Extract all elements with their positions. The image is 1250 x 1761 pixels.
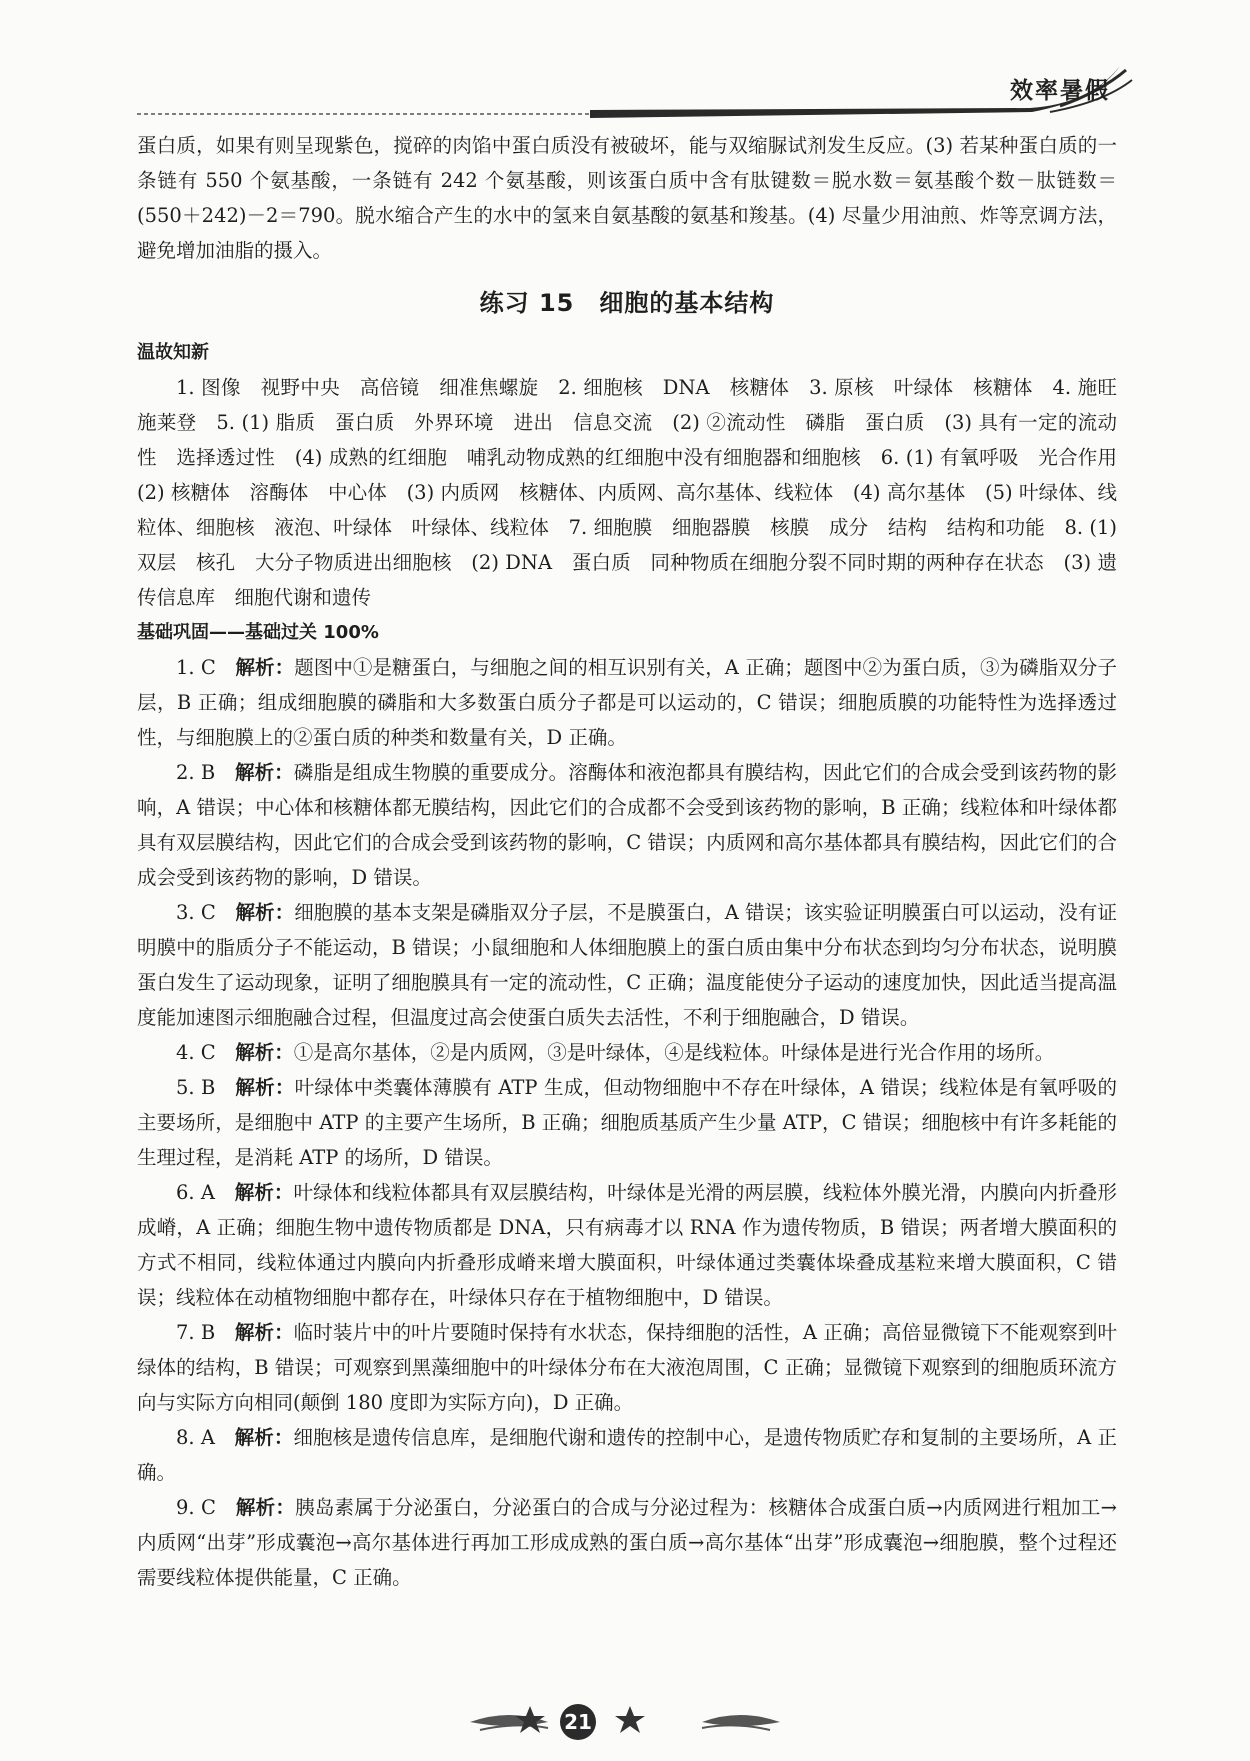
answer-choice: 7. B [176,1321,216,1344]
exercise-title: 练习 15 细胞的基本结构 [479,289,775,317]
page-footer [0,1700,1250,1757]
analysis-text: ①是高尔基体，②是内质网，③是叶绿体，④是线粒体。叶绿体是进行光合作用的场所。 [293,1041,1055,1064]
answer-choice: 9. C [176,1496,216,1519]
basics-heading: 基础巩固——基础过关 100% [137,622,379,643]
answer-choice: 1. C [176,656,216,679]
page-content [137,128,1137,1595]
analysis-label: 解析： [235,656,295,679]
page-number: 21 [560,1704,596,1740]
page-header [0,0,1250,130]
answer-choice: 2. B [176,761,216,784]
answer-item [137,1035,1117,1070]
analysis-label: 解析： [234,1181,294,1204]
answer-item [137,755,1117,895]
analysis-text: 胰岛素属于分泌蛋白，分泌蛋白的合成与分泌过程为：核糖体合成蛋白质→内质网进行粗加工→内质网“出芽”形成囊泡→高尔基体进行再加工形成成熟的蛋白质→高尔基体“出芽”形成囊泡→细胞膜，整个过程还需要线粒体提供能量，C 正确。 [137,1496,1117,1589]
review-heading: 温故知新 [137,342,209,363]
analysis-text: 叶绿体中类囊体薄膜有 ATP 生成，但动物细胞中不存在叶绿体，A 错误；线粒体是有氧呼吸的主要场所，是细胞中 ATP 的主要产生场所，B 正确；细胞质基质产生少量 ATP，C 错误；细胞核中有许多耗能的生理过程，是消耗 ATP 的场所，D 错误。 [137,1076,1117,1169]
analysis-label: 解析： [234,1321,294,1344]
analysis-text: 磷脂是组成生物膜的重要成分。溶酶体和液泡都具有膜结构，因此它们的合成会受到该药物的影响，A 错误；中心体和核糖体都无膜结构，因此它们的合成都不会受到该药物的影响，B 正确；线粒体和叶绿体都具有双层膜结构，因此它们的合成会受到该药物的影响，C 错误；内质网和高尔基体都具有膜结构，因此它们的合成会受到该药物的影响，D 错误。 [137,761,1117,889]
analysis-label: 解析： [235,1496,296,1519]
answer-item [137,650,1117,755]
analysis-label: 解析： [235,1076,295,1099]
answer-item [137,895,1117,1035]
header-swoosh-decoration [0,0,1250,130]
answer-item [137,1420,1117,1490]
analysis-text: 临时装片中的叶片要随时保持有水状态，保持细胞的活性，A 正确；高倍显微镜下不能观察到叶绿体的结构，B 错误；可观察到黑藻细胞中的叶绿体分布在大液泡周围，C 正确；显微镜下观察到的细胞质环流方向与实际方向相同(颠倒 180 度即为实际方向)，D 正确。 [137,1321,1117,1414]
answer-choice: 8. A [176,1426,215,1449]
answer-choice: 6. A [176,1181,215,1204]
analysis-text: 叶绿体和线粒体都具有双层膜结构，叶绿体是光滑的两层膜，线粒体外膜光滑，内膜向内折叠形成嵴，A 正确；细胞生物中遗传物质都是 DNA，只有病毒才以 RNA 作为遗传物质，B 错误；两者增大膜面积的方式不相同，线粒体通过内膜向内折叠形成嵴来增大膜面积，叶绿体通过类囊体垛叠成基粒来增大膜面积，C 错误；线粒体在动植物细胞中都存在，叶绿体只存在于植物细胞中，D 错误。 [137,1181,1117,1309]
analysis-label: 解析： [234,1426,294,1449]
answer-choice: 5. B [176,1076,216,1099]
review-answers: 1. 图像 视野中央 高倍镜 细准焦螺旋 2. 细胞核 DNA 核糖体 3. 原核 叶绿体 核糖体 4. 施旺 施莱登 5. (1) 脂质 蛋白质 外界环境 进出 信息交流 (2) ②流动性 磷脂 蛋白质 (3) 具有一定的流动性 选择透过性 (4) 成熟的红细胞 哺乳动物成熟的红细胞中没有细胞器和细胞核 6. (1) 有氧呼吸 光合作用 (2) 核糖体 溶酶体 中心体 (3) 内质网 核糖体、内质网、高尔基体、线粒体 (4) 高尔基体 (5) 叶绿体、线粒体、细胞核 液泡、叶绿体 叶绿体、线粒体 7. 细胞膜 细胞器膜 核膜 成分 结构 结构和功能 8. (1) 双层 核孔 大分子物质进出细胞核 (2) DNA 蛋白质 同种物质在细胞分裂不同时期的两种存在状态 (3) 遗传信息库 细胞代谢和遗传 [137,376,1137,609]
answer-item [137,1490,1117,1595]
answer-item [137,1070,1117,1175]
analysis-text: 题图中①是糖蛋白，与细胞之间的相互识别有关，A 正确；题图中②为蛋白质，③为磷脂双分子层，B 正确；组成细胞膜的磷脂和大多数蛋白质分子都是可以运动的，C 错误；细胞质膜的功能特性为选择透过性，与细胞膜上的②蛋白质的种类和数量有关，D 正确。 [137,656,1117,749]
analysis-text: 细胞核是遗传信息库，是细胞代谢和遗传的控制中心，是遗传物质贮存和复制的主要场所，A 正确。 [137,1426,1117,1484]
answer-choice: 4. C [176,1041,216,1064]
answer-item [137,1315,1117,1420]
answer-item [137,1175,1117,1315]
analysis-label: 解析： [234,761,294,784]
star-ornament-decoration [0,1700,1250,1757]
series-brand-title: 效率暑假 [1010,78,1110,104]
answer-choice: 3. C [176,901,216,924]
analysis-label: 解析： [235,901,295,924]
analysis-text: 细胞膜的基本支架是磷脂双分子层，不是膜蛋白，A 错误；该实验证明膜蛋白可以运动，没有证明膜中的脂质分子不能运动，B 错误；小鼠细胞和人体细胞膜上的蛋白质由集中分布状态到均匀分布状态，说明膜蛋白发生了运动现象，证明了细胞膜具有一定的流动性，C 正确；温度能使分子运动的速度加快，因此适当提高温度能加速图示细胞融合过程，但温度过高会使蛋白质失去活性，不利于细胞融合，D 错误。 [137,901,1117,1029]
analysis-label: 解析： [235,1041,294,1064]
continued-answer-paragraph: 蛋白质，如果有则呈现紫色，搅碎的肉馅中蛋白质没有被破坏，能与双缩脲试剂发生反应。(3) 若某种蛋白质的一条链有 550 个氨基酸，一条链有 242 个氨基酸，则该蛋白质中含有肽键数＝脱水数＝氨基酸个数－肽链数＝(550＋242)－2＝790。脱水缩合产生的水中的氢来自氨基酸的氨基和羧基。(4) 尽量少用油煎、炸等烹调方法，避免增加油脂的摄入。 [137,134,1117,262]
